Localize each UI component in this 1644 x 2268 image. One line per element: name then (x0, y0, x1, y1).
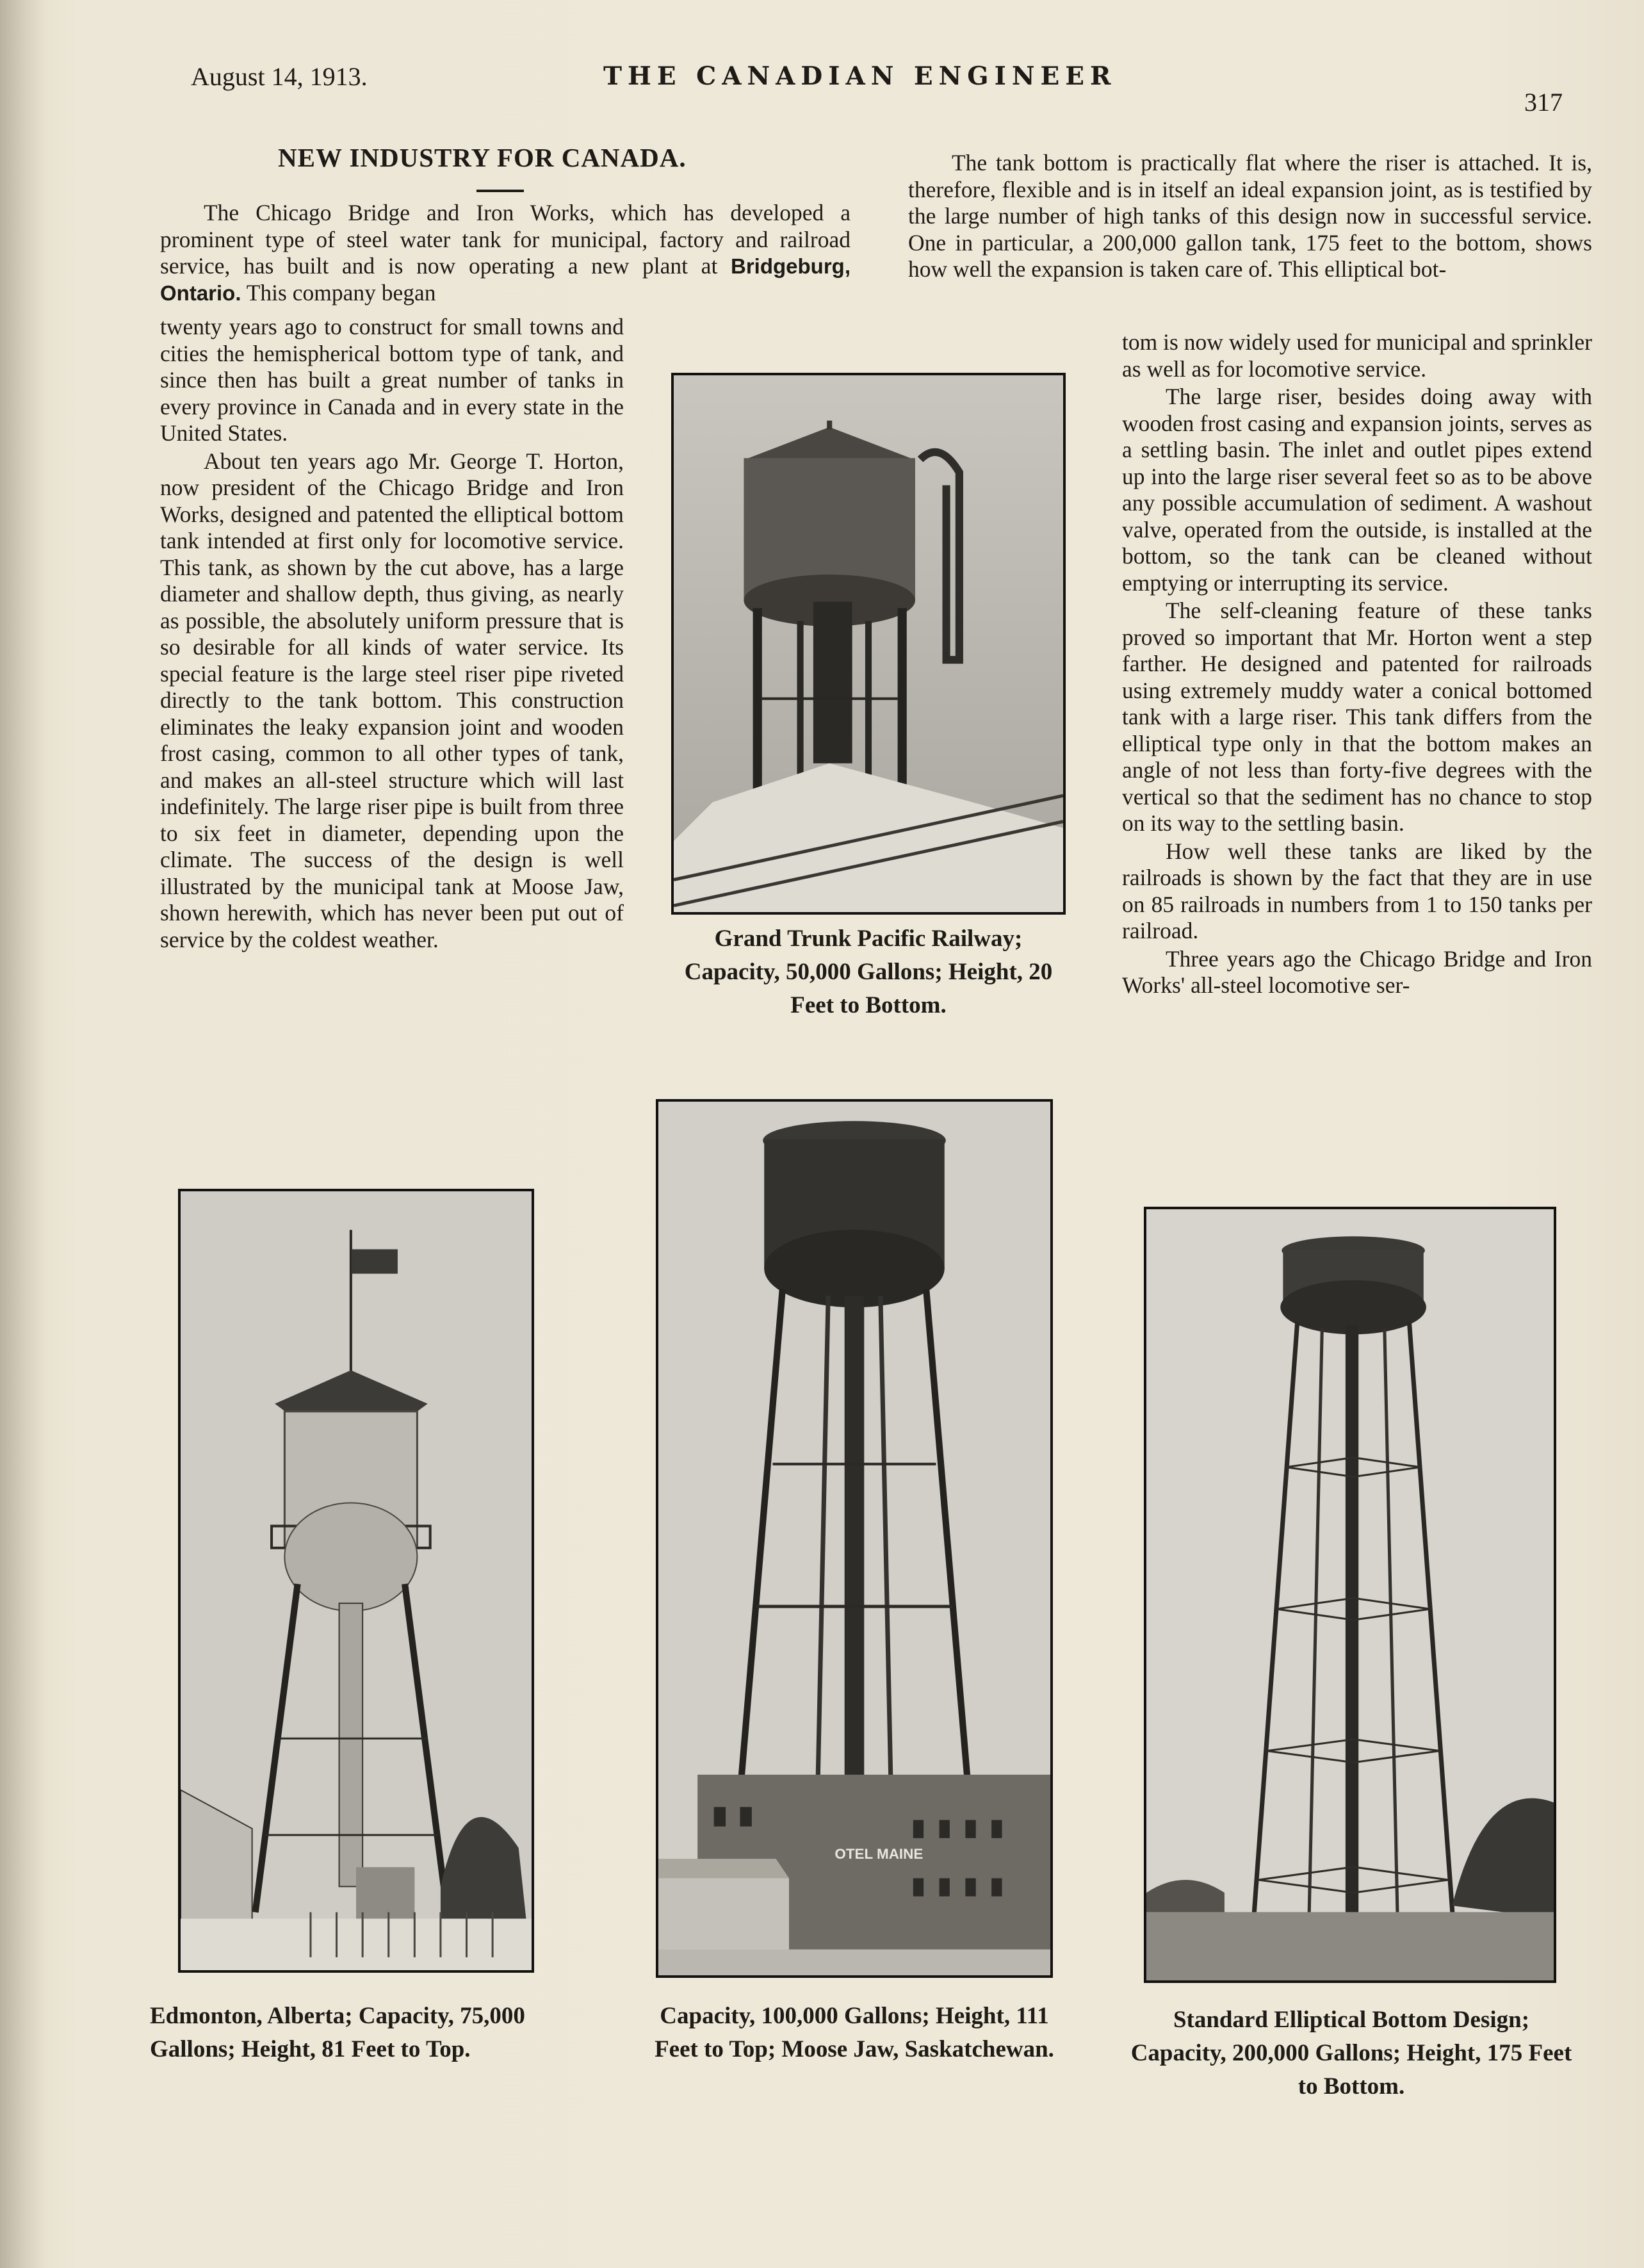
standard-elliptical-tank-image (1146, 1209, 1554, 1980)
caption-grand-trunk: Grand Trunk Pacific Railway; Capacity, 50,000 Gallons; Height, 20 Feet to Bottom. (684, 926, 1053, 1018)
caption-edmonton: Edmonton, Alberta; Capacity, 75,000 Gallons; Height, 81 Feet to Top. (150, 2003, 525, 2062)
photo-moose-jaw-tank (656, 1099, 1053, 1978)
paragraph-history: twenty years ago to construct for small towns and cities the hemispherical bottom type of tank, and since then has built a great number of tanks in every province in Canada and in every state in the United States. (160, 314, 624, 446)
article-headline: NEW INDUSTRY FOR CANADA. (278, 143, 687, 172)
moose-jaw-tank-image (658, 1102, 1050, 1975)
intro-paragraph: The Chicago Bridge and Iron Works, which has developed a prominent type of steel water tank for municipal, factory and railroad service, has built and is now operating a new plant at (160, 200, 850, 279)
caption-standard-elliptical: Standard Elliptical Bottom Design; Capacity, 200,000 Gallons; Height, 175 Feet to Bottom. (1130, 2007, 1572, 2100)
paragraph-locomotive: Three years ago the Chicago Bridge and Iron Works' all-steel locomotive ser- (1122, 945, 1592, 998)
photo-grand-trunk-tank (671, 373, 1066, 915)
issue-date: August 14, 1913. (191, 62, 368, 91)
headline-rule (476, 190, 524, 192)
edmonton-tank-image (181, 1191, 532, 1970)
intro-paragraph-cont: This company began (246, 279, 436, 306)
binding-gutter (0, 0, 45, 2268)
photo-edmonton-tank (178, 1189, 534, 1973)
paragraph-horton: About ten years ago Mr. George T. Horton, now president of the Chicago Bridge and Iron Works, designed and patented the elliptical bottom tank intended at first only for locomotive service. This tank, as shown by the cut above, has a large diameter and shallow depth, thus giving, as nearly as possible, the absolutely uniform pressure that is so desirable for all kinds of water service. Its special feature is the large steel riser pipe riveted directly to the tank bottom. This construction eliminates the leaky expansion joint and wooden frost casing, common to all other types of tank, and makes an all-steel structure which will last indefinitely. The large riser pipe is built from three to six feet in diameter, depending upon the climate. The success of the design is well illustrated by the municipal tank at Moose Jaw, shown herewith, which has never been put out of service by the coldest weather. (160, 448, 624, 952)
journal-title: THE CANADIAN ENGINEER (603, 61, 1117, 91)
paragraph-elliptical: tom is now widely used for municipal and sprinkler as well as for locomotive service. (1122, 329, 1592, 382)
paragraph-riser: The large riser, besides doing away with wooden frost casing and expansion joints, serves as a settling basin. The inlet and outlet pipes extend up into the large riser several feet so as to be above any possible accumulation of sediment. A washout valve, operated from the outside, is installed at the bottom, so the tank can be cleaned without emptying or interrupting its service. (1122, 384, 1592, 596)
bridgeburg-location: Bridgeburg, Ontario. (160, 254, 850, 305)
right-column-text (1122, 329, 1592, 999)
paragraph-railroads: How well these tanks are liked by the railroads is shown by the fact that they are in use on 85 railroads in numbers from 1 to 150 tanks per railroad. (1122, 838, 1592, 943)
left-intro-text (160, 200, 850, 306)
paragraph-tank-bottom: The tank bottom is practically flat where the riser is attached. It is, therefore, flexible and is in itself an ideal expansion joint, as is testified by the large number of high tanks of this design now in successful service. One in particular, a 200,000 gallon tank, 175 feet to the bottom, shows how well the expansion is taken care of. This elliptical bot- (908, 150, 1592, 282)
photo-standard-elliptical-tank (1144, 1207, 1556, 1983)
left-column-text (160, 314, 624, 953)
paragraph-self-cleaning: The self-cleaning feature of these tanks proved so important that Mr. Horton went a step farther. He designed and patented for railroads using extremely muddy water a conical bottomed tank with a large riser. This tank differs from the elliptical type only in that the bottom makes an angle of not less than forty-five degrees with the vertical so that the sediment has no chance to stop on its way to the settling basin. (1122, 598, 1592, 836)
grand-trunk-tank-image (674, 375, 1063, 912)
hotel-sign-text: OTEL MAINE (834, 1846, 924, 1863)
caption-moose-jaw: Capacity, 100,000 Gallons; Height, 111 Feet to Top; Moose Jaw, Saskatchewan. (655, 2003, 1054, 2062)
page-number: 317 (1524, 88, 1563, 117)
right-top-text (908, 150, 1592, 283)
